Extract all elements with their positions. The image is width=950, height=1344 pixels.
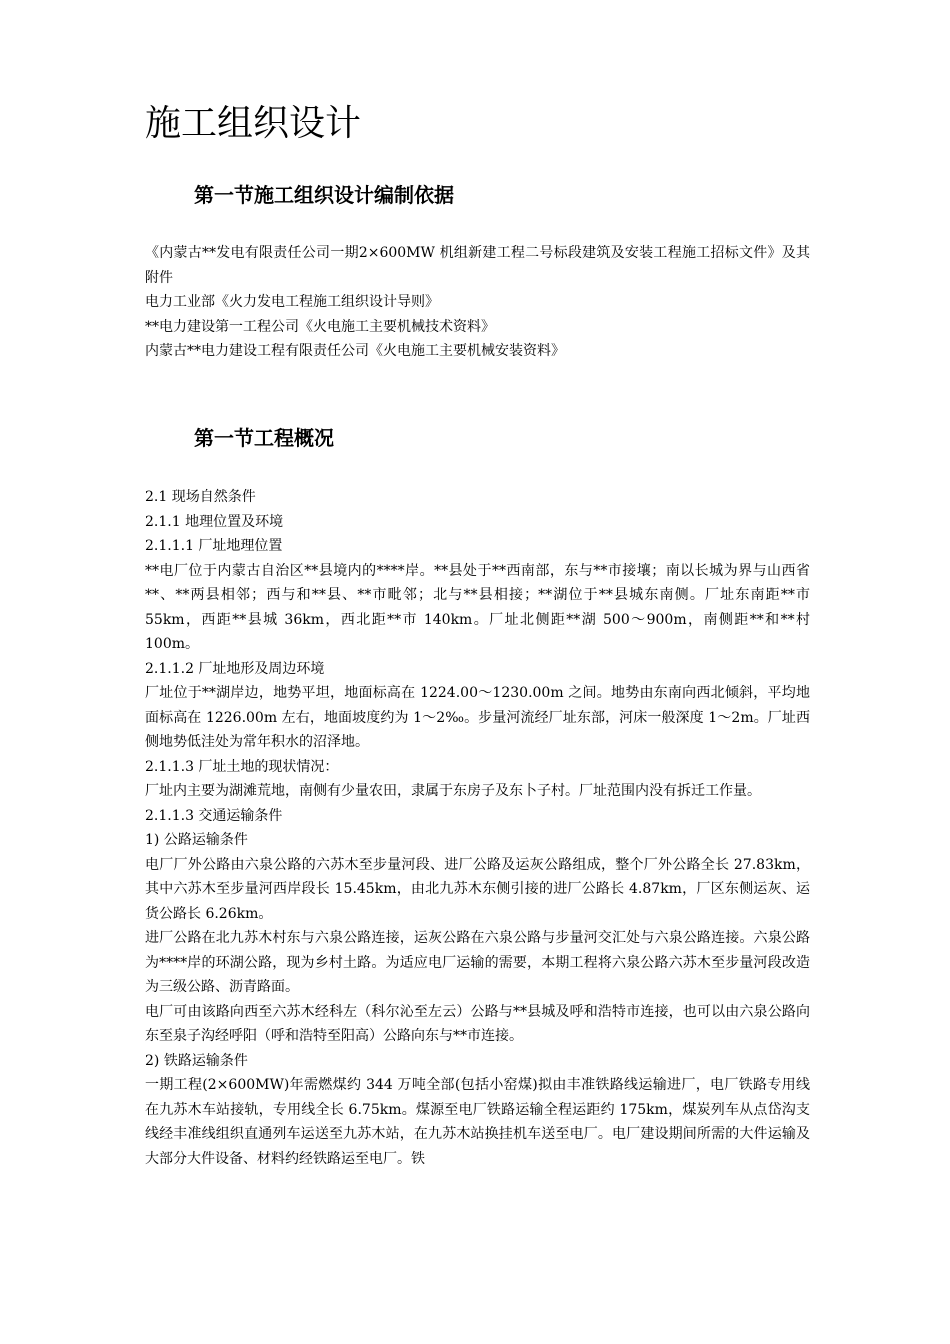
paragraph: 厂址位于**湖岸边，地势平坦，地面标高在 1224.00～1230.00m 之间。地势由东南向西北倾斜，平均地面标高在 1226.00m 左右，地面坡度约为 1～2‰。步量河流经厂址东部，河床一般深度 1～2m。厂址西侧地势低洼处为常年积水的沼泽地。 — [145, 685, 810, 750]
subheading: 2) 铁路运输条件 — [145, 1052, 248, 1069]
paragraph: 进厂公路在北九苏木村东与六泉公路连接，运灰公路在六泉公路与步量河交汇处与六泉公路连接。六泉公路为****岸的环湖公路，现为乡村土路。为适应电厂运输的需要，本期工程将六泉公路六苏木至步量河段改造为三级公路、沥青路面。 — [145, 930, 810, 995]
paragraph: 电厂可由该路向西至六苏木经科左（科尔沁至左云）公路与**县城及呼和浩特市连接，也可以由六泉公路向东至泉子沟经呼阳（呼和浩特至阳高）公路向东与**市连接。 — [145, 1003, 810, 1044]
subheading: 2.1.1.3 厂址土地的现状情况： — [145, 758, 339, 775]
section-body-overview — [145, 485, 810, 1171]
subheading: 2.1.1.2 厂址地形及周边环境 — [145, 660, 325, 677]
subheading: 2.1 现场自然条件 — [145, 489, 256, 505]
subheading: 2.1.1 地理位置及环境 — [145, 513, 284, 530]
paragraph: 电力工业部《火力发电工程施工组织设计导则》 — [145, 294, 439, 310]
paragraph: 电厂厂外公路由六泉公路的六苏木至步量河段、进厂公路及运灰公路组成，整个厂外公路全长 27.83km，其中六苏木至步量河西岸段长 15.45km，由北九苏木东侧引接的进厂公路长 4.87km，厂区东侧运灰、运货公路长 6.26km。 — [145, 856, 810, 922]
section-heading-overview: 第一节工程概况 — [194, 426, 334, 450]
section-heading-basis: 第一节施工组织设计编制依据 — [194, 183, 454, 207]
paragraph: **电力建设第一工程公司《火电施工主要机械技术资料》 — [145, 318, 495, 335]
paragraph: 厂址内主要为湖滩荒地，南侧有少量农田，隶属于东房子及东卜子村。厂址范围内没有拆迁工作量。 — [145, 783, 761, 799]
document-title: 施工组织设计 — [145, 103, 362, 144]
subheading: 2.1.1.3 交通运输条件 — [145, 807, 283, 824]
paragraph: 一期工程(2×600MW)年需燃煤约 344 万吨全部(包括小窑煤)拟由丰准铁路线运输进厂，电厂铁路专用线在九苏木车站接轨，专用线全长 6.75km。煤源至电厂铁路运输全程运距约 175km，煤炭列车从点岱沟支线经丰准线组织直通列车运送至九苏木站，在九苏木站换挂机车送至电厂。电厂建设期间所需的大件运输及大部分大件设备、材料约经铁路运至电厂。铁 — [145, 1077, 810, 1167]
paragraph: 内蒙古**电力建设工程有限责任公司《火电施工主要机械安装资料》 — [145, 343, 565, 359]
section-body-basis — [145, 241, 810, 364]
paragraph: 《内蒙古**发电有限责任公司一期2×600MW 机组新建工程二号标段建筑及安装工程施工招标文件》及其附件 — [145, 245, 810, 286]
paragraph: **电厂位于内蒙古自治区**县境内的****岸。**县处于**西南部，东与**市接壤；南以长城为界与山西省**、**两县相邻；西与和**县、**市毗邻；北与**县相接；**湖位于**县城东南侧。厂址东南距**市 55km，西距**县城 36km，西北距**市 140km。厂址北侧距**湖 500～900m，南侧距**和**村 100m。 — [145, 562, 810, 652]
subheading: 2.1.1.1 厂址地理位置 — [145, 538, 283, 554]
subheading: 1) 公路运输条件 — [145, 832, 248, 848]
